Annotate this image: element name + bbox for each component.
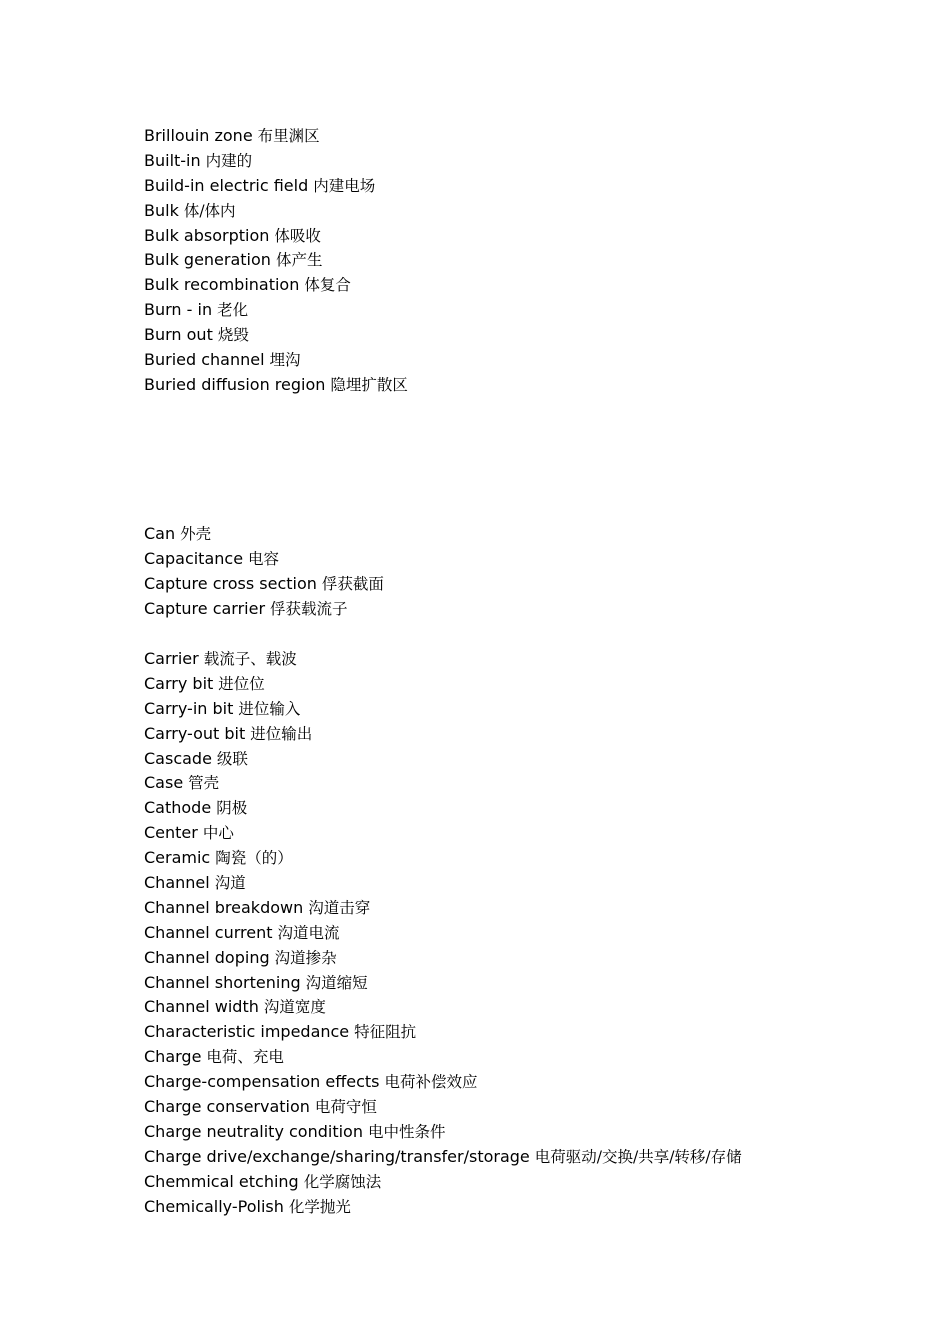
- definition: 进位位: [218, 674, 265, 693]
- term: Case: [144, 773, 184, 793]
- definition: 体/体内: [183, 201, 236, 220]
- definition: 化学抛光: [288, 1197, 351, 1216]
- term: Bulk generation: [144, 250, 271, 270]
- term: Charge conservation: [144, 1097, 310, 1117]
- glossary-entry: [144, 124, 408, 149]
- glossary-entry: [144, 921, 742, 946]
- definition: 俘获载流子: [270, 599, 348, 618]
- definition: 沟道电流: [277, 923, 340, 942]
- term: Carry bit: [144, 673, 214, 693]
- definition: 电容: [248, 549, 280, 568]
- term: Charge neutrality condition: [144, 1121, 363, 1141]
- term: Built-in: [144, 150, 201, 170]
- glossary-entry: [144, 796, 742, 821]
- definition: 烧毁: [217, 326, 249, 345]
- term: Carrier: [144, 649, 199, 668]
- term: Charge: [144, 1047, 202, 1067]
- term: Capacitance: [144, 548, 244, 568]
- glossary-entry: [144, 373, 408, 398]
- glossary-entry: [144, 597, 384, 622]
- term: Channel shortening: [144, 972, 301, 992]
- glossary-entry: [144, 547, 384, 572]
- term: Build-in electric field: [144, 175, 309, 195]
- term: Channel: [144, 873, 210, 893]
- term: Burn - in: [144, 300, 213, 320]
- term: Carry-in bit: [144, 698, 234, 718]
- term: Ceramic: [144, 848, 211, 868]
- term: Chemmical etching: [144, 1171, 299, 1191]
- glossary-entry: [144, 747, 742, 772]
- glossary-entry: [144, 871, 742, 896]
- glossary-entry: [144, 1120, 742, 1145]
- glossary-entry: [144, 697, 742, 722]
- definition: 管壳: [188, 774, 220, 793]
- term: Chemically-Polish: [144, 1196, 284, 1216]
- glossary-entry: [144, 896, 742, 921]
- glossary-entry: [144, 946, 742, 971]
- glossary-entry: [144, 995, 742, 1020]
- definition: 内建电场: [313, 176, 376, 195]
- term: Can: [144, 524, 176, 543]
- term: Channel current: [144, 922, 273, 942]
- definition: 电荷、充电: [206, 1048, 284, 1067]
- definition: 沟道宽度: [263, 998, 326, 1017]
- glossary-entry: [144, 846, 742, 871]
- definition: 俘获截面: [321, 574, 384, 593]
- glossary-entry: [144, 174, 408, 199]
- glossary-entry: [144, 199, 408, 224]
- glossary-entry: [144, 522, 384, 547]
- term: Brillouin zone: [144, 126, 253, 145]
- definition: 进位输入: [238, 699, 301, 718]
- glossary-entry: [144, 1070, 742, 1095]
- term: Buried channel: [144, 350, 265, 370]
- glossary-entry: [144, 348, 408, 373]
- definition: 体吸收: [274, 226, 321, 245]
- definition: 隐埋扩散区: [330, 375, 408, 394]
- term: Bulk absorption: [144, 225, 270, 245]
- glossary-entry: [144, 1095, 742, 1120]
- term: Characteristic impedance: [144, 1022, 350, 1042]
- glossary-entry: [144, 1045, 742, 1070]
- glossary-entry: [144, 971, 742, 996]
- glossary-entry: [144, 248, 408, 273]
- definition: 老化: [217, 301, 249, 320]
- definition: 沟道击穿: [308, 898, 371, 917]
- glossary-entry: [144, 821, 742, 846]
- glossary-entry: [144, 647, 742, 672]
- definition: 载流子、载波: [203, 650, 297, 668]
- definition: 中心: [202, 824, 234, 843]
- definition: 阴极: [216, 799, 248, 818]
- glossary-entry: [144, 273, 408, 298]
- glossary-entry: [144, 771, 742, 796]
- definition: 级联: [216, 749, 248, 768]
- definition: 体产生: [275, 251, 323, 270]
- definition: 埋沟: [269, 351, 301, 370]
- definition: 沟道掺杂: [274, 948, 337, 967]
- glossary-entry: [144, 722, 742, 747]
- term: Carry-out bit: [144, 723, 246, 743]
- definition: 内建的: [205, 151, 253, 170]
- term: Channel breakdown: [144, 897, 304, 917]
- glossary-entry: [144, 1145, 742, 1170]
- term: Bulk recombination: [144, 275, 300, 295]
- definition: 沟道缩短: [305, 973, 368, 992]
- glossary-section-b: [144, 124, 408, 398]
- term: Bulk: [144, 200, 179, 220]
- glossary-entry: [144, 298, 408, 323]
- term: Charge drive/exchange/sharing/transfer/storage: [144, 1146, 530, 1166]
- definition: 外壳: [180, 525, 212, 543]
- term: Cascade: [144, 748, 212, 768]
- term: Capture cross section: [144, 573, 317, 593]
- term: Buried diffusion region: [144, 374, 326, 394]
- definition: 电中性条件: [367, 1122, 446, 1141]
- term: Channel width: [144, 997, 259, 1017]
- glossary-entry: [144, 1195, 742, 1220]
- definition: 进位输出: [250, 724, 313, 743]
- term: Charge-compensation effects: [144, 1072, 380, 1092]
- glossary-section-c-part1: [144, 522, 384, 622]
- definition: 化学腐蚀法: [303, 1172, 382, 1191]
- definition: 沟道: [214, 874, 246, 893]
- glossary-entry: [144, 672, 742, 697]
- definition: 电荷驱动/交换/共享/转移/存储: [534, 1147, 742, 1166]
- definition: 陶瓷（的）: [215, 849, 293, 868]
- glossary-entry: [144, 323, 408, 348]
- term: Capture carrier: [144, 598, 266, 618]
- definition: 体复合: [304, 276, 351, 295]
- glossary-entry: [144, 572, 384, 597]
- glossary-section-c-part2: [144, 647, 742, 1219]
- definition: 特征阻抗: [354, 1023, 417, 1042]
- definition: 电荷补偿效应: [384, 1073, 478, 1092]
- definition: 布里渊区: [257, 127, 320, 145]
- glossary-entry: [144, 1020, 742, 1045]
- term: Channel doping: [144, 947, 270, 967]
- glossary-entry: [144, 1170, 742, 1195]
- term: Burn out: [144, 325, 213, 345]
- glossary-entry: [144, 224, 408, 249]
- term: Cathode: [144, 798, 212, 818]
- glossary-entry: [144, 149, 408, 174]
- term: Center: [144, 823, 198, 843]
- definition: 电荷守恒: [314, 1098, 377, 1117]
